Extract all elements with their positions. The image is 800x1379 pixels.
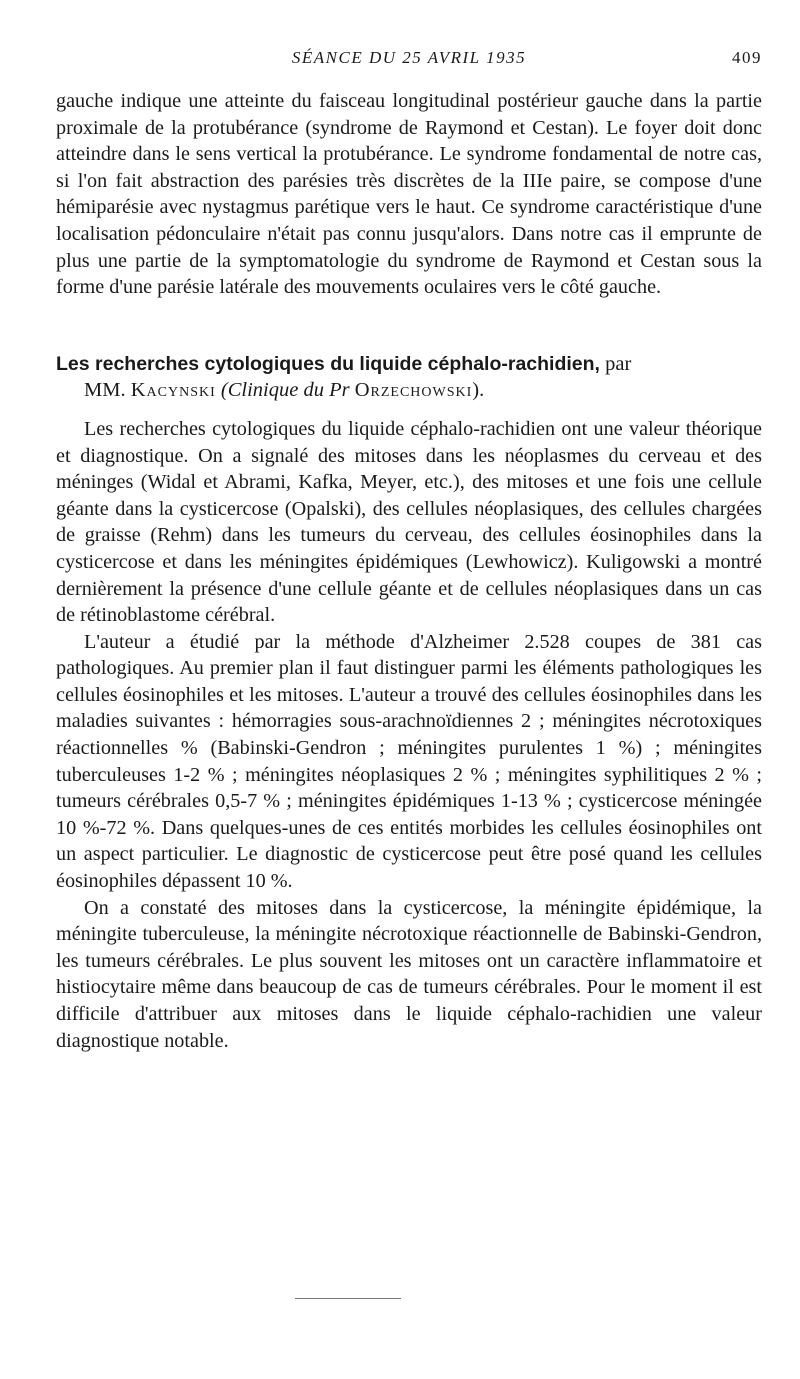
article-section — [56, 351, 762, 1054]
section-body — [56, 416, 762, 1054]
body-paragraph-3: On a constaté des mitoses dans la cysticercose, la méningite épidémique, la méningite tuberculeuse, la méningite nécrotoxique réactionnelle de Babinski-Gendron, les tumeurs cérébrales. Le plus souvent les mitoses ont un caractère inflammatoire et histiocytaire même dans beaucoup de cas de tumeurs cérébrales. Pour le moment il est difficile d'attribuer aux mitoses dans le liquide céphalo-rachidien une valeur diagnostique notable. — [56, 896, 762, 1052]
end-rule — [295, 1298, 401, 1299]
running-head — [56, 48, 762, 78]
byline — [56, 377, 762, 404]
authors-prefix: MM. — [84, 379, 126, 402]
affiliation: (Clinique du Pr — [220, 379, 350, 402]
body-paragraph-1: Les recherches cytologiques du liquide céphalo-rachidien ont une valeur théorique et diagnostique. On a signalé des mitoses dans les néoplasmes du cerveau et des méninges (Widal et Abrami, Kafka, Meyer, etc.), des mitoses et une fois une cellule géante dans la cysticercose (Opalski), des cellules néoplasiques, des cellules chargées de graisse (Rehm) dans les tumeurs du cerveau, des cellules éosinophiles dans la cysticercose et dans les méningites épidémiques (Lewhowicz). Kuligowski a montré dernièrement la présence d'une cellule géante et de cellules néoplasiques dans un cas de rétinoblastome cérébral. — [56, 417, 762, 627]
professor-name: Orzechowski — [354, 379, 473, 402]
section-heading: Les recherches cytologiques du liquide céphalo-rachidien, — [56, 352, 600, 375]
body-paragraph-2: L'auteur a étudié par la méthode d'Alzheimer 2.528 coupes de 381 cas pathologiques. Au premier plan il faut distinguer parmi les éléments pathologiques les cellules éosinophiles et les mitoses. L'auteur a trouvé des cellules éosinophiles dans les maladies suivantes : hémorragies sous-arachnoïdiennes 2 ; méningites nécrotoxiques réactionnelles % (Babinski-Gendron ; méningites purulentes 1 %) ; méningites tuberculeuses 1-2 % ; méningites néoplasiques 2 % ; méningites syphilitiques 2 % ; tumeurs cérébrales 0,5-7 % ; méningites épidémiques 1-13 % ; cysticercose méningée 10 %-72 %. Dans quelques-unes de ces entités morbides les cellules éosinophiles ont un aspect particulier. Le diagnostic de cysticercose peut être posé quand les cellules éosinophiles dépassent 10 %. — [56, 630, 762, 893]
byline-par: par — [605, 352, 632, 375]
author-name: Kacynski — [130, 379, 216, 402]
continuation-paragraph: gauche indique une atteinte du faisceau longitudinal postérieur gauche dans la partie proximale de la protubérance (syndrome de Raymond et Cestan). Le foyer doit donc atteindre dans le sens vertical la protubérance. Le syndrome fondamental de notre cas, si l'on fait abstraction des parésies très discrètes de la IIIe paire, se compose d'une hémiparésie avec nystagmus parétique vers le haut. Ce syndrome caractéristique d'une localisation pédonculaire n'était pas connu jusqu'alors. Dans notre cas il emprunte de plus une partie de la symptomatologie du syndrome de Raymond et Cestan sous la forme d'une parésie latérale des mouvements oculaires vers le côté gauche. — [56, 90, 762, 299]
document-page — [56, 48, 762, 1054]
running-head-title: SÉANCE DU 25 AVRIL 1935 — [291, 48, 527, 67]
section-title — [56, 351, 762, 404]
affiliation-close: ). — [472, 379, 485, 402]
page-number: 409 — [732, 48, 762, 67]
